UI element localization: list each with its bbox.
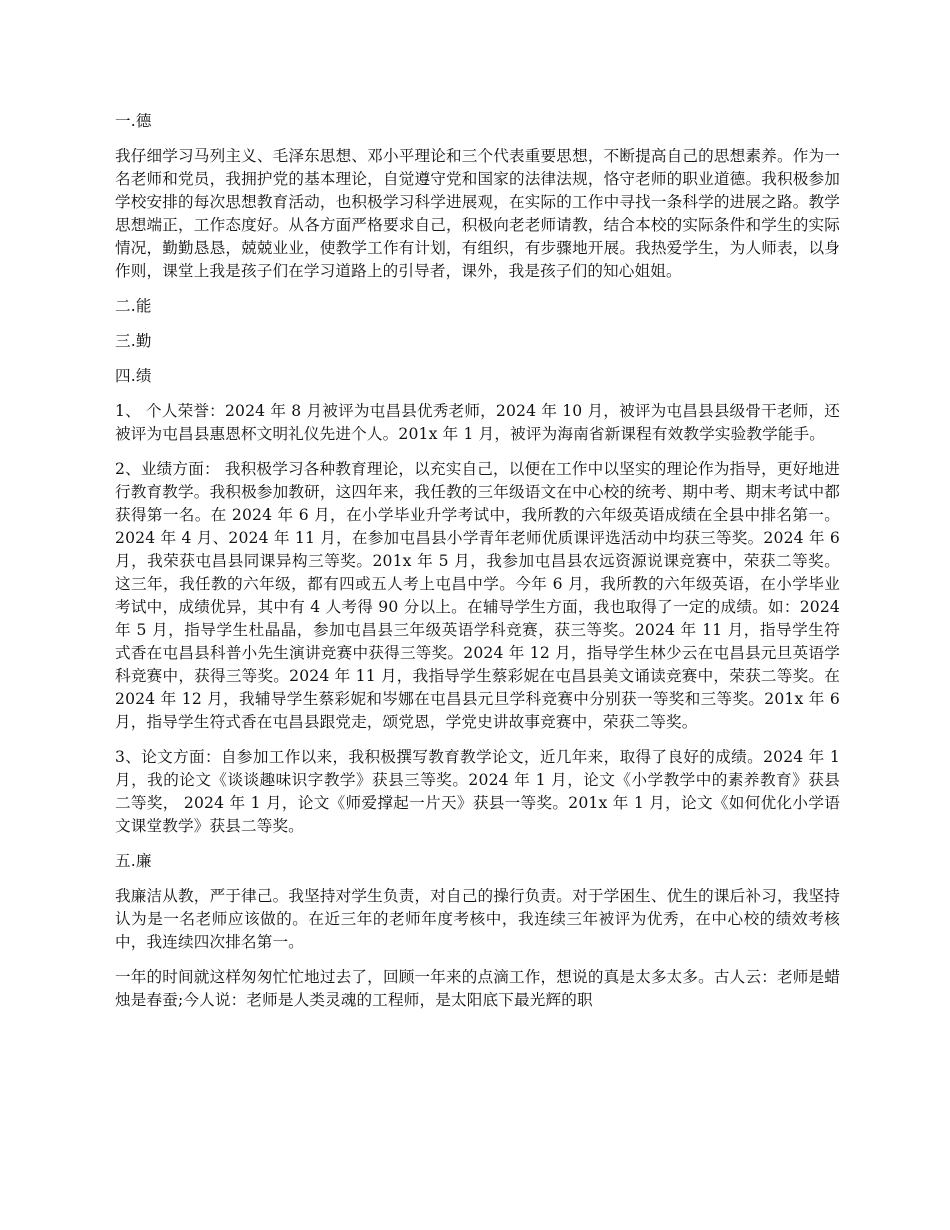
section-title-ji: 四.绩 bbox=[115, 367, 152, 385]
section-body-de: 我仔细学习马列主义、毛泽东思想、邓小平理论和三个代表重要思想，不断提高自己的思想素养。作为一名老师和党员，我拥护党的基本理论，自觉遵守党和国家的法律法规，恪守老师的职业道德。我积极参加学校安排的每次思想教育活动，也积极学习科学进展观，在实际的工作中寻找一条科学的进展之路。教学思想端正，工作态度好。从各方面严格要求自己，积极向老老师请教，结合本校的实际条件和学生的实际情况，勤勤恳恳，兢兢业业，使教学工作有计划，有组织，有步骤地开展。我热爱学生，为人师表，以身作则，课堂上我是孩子们在学习道路上的引导者，课外，我是孩子们的知心姐姐。 bbox=[115, 147, 840, 280]
section-title-lian: 五.廉 bbox=[115, 852, 152, 870]
section-title-de: 一.德 bbox=[115, 112, 152, 130]
achievement-item-papers: 3、论文方面：自参加工作以来，我积极撰写教育教学论文，近几年来，取得了良好的成绩。2024 年 1 月，我的论文《谈谈趣味识字教学》获县三等奖。2024 年 1 月，论文《小学教学中的素养教育》获县二等奖， 2024 年 1 月，论文《师爱撑起一片天》获县一等奖。201x 年 1 月，论文《如何优化小学语文课堂教学》获县二等奖。 bbox=[115, 748, 840, 835]
closing-paragraph: 一年的时间就这样匆匆忙忙地过去了，回顾一年来的点滴工作，想说的真是太多太多。古人云：老师是蜡烛是春蚕;今人说：老师是人类灵魂的工程师，是太阳底下最光辉的职 bbox=[115, 968, 840, 1009]
section-title-qin: 三.勤 bbox=[115, 332, 152, 350]
section-body-lian: 我廉洁从教，严于律己。我坚持对学生负责，对自己的操行负责。对于学困生、优生的课后补习，我坚持认为是一名老师应该做的。在近三年的老师年度考核中，我连续三年被评为优秀，在中心校的绩效考核中，我连续四次排名第一。 bbox=[115, 887, 840, 951]
achievement-item-performance: 2、业绩方面： 我积极学习各种教育理论，以充实自己，以便在工作中以坚实的理论作为指导，更好地进行教育教学。我积极参加教研，这四年来，我任教的三年级语文在中心校的统考、期中考、期末考试中都获得第一名。在 2024 年 6 月，在小学毕业升学考试中，我所教的六年级英语成绩在全县中排名第一。2024 年 4 月、2024 年 11 月，在参加屯昌县小学青年老师优质课评选活动中均获三等奖。2024 年 6 月，我荣获屯昌县同课异构三等奖。201x 年 5 月，我参加屯昌县农远资源说课竞赛中，荣获二等奖。这三年，我任教的六年级，都有四或五人考上屯昌中学。今年 6 月，我所教的六年级英语，在小学毕业考试中，成绩优异，其中有 4 人考得 90 分以上。在辅导学生方面，我也取得了一定的成绩。如：2024 年 5 月，指导学生杜晶晶，参加屯昌县三年级英语学科竞赛，获三等奖。2024 年 11 月，指导学生符式香在屯昌县科普小先生演讲竞赛中获得三等奖。2024 年 12 月，指导学生林少云在屯昌县元旦英语学科竞赛中，获得三等奖。2024 年 11 月，我指导学生蔡彩妮在屯昌县美文诵读竞赛中，荣获二等奖。在 2024 年 12 月，我辅导学生蔡彩妮和岑娜在屯昌县元旦学科竞赛中分别获一等奖和三等奖。201x 年 6 月，指导学生符式香在屯昌县跟党走，颂党恩，学党史讲故事竞赛中，荣获二等奖。 bbox=[115, 460, 840, 731]
achievement-item-honors: 1、 个人荣誉：2024 年 8 月被评为屯昌县优秀老师，2024 年 10 月，被评为屯昌县县级骨干老师，还被评为屯昌县惠恩杯文明礼仪先进个人。201x 年 1 月，被评为海南省新课程有效教学实验教学能手。 bbox=[115, 402, 840, 443]
document-page bbox=[115, 110, 840, 1024]
section-title-neng: 二.能 bbox=[115, 297, 152, 315]
